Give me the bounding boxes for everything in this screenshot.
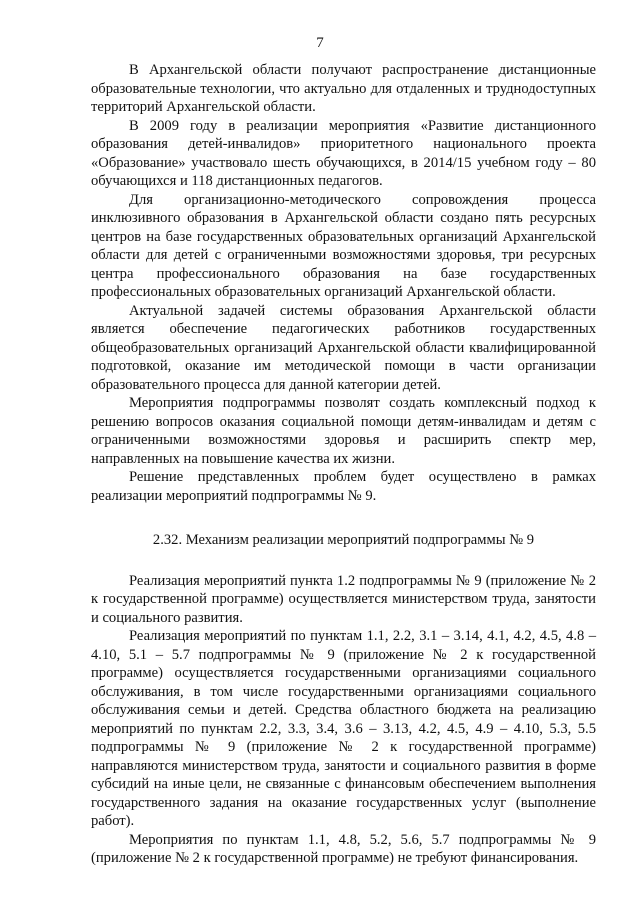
- paragraph-2009-project: В 2009 году в реализации мероприятия «Развитие дистанционного образования детей-инвалидов» приоритетного национального проекта «Образование» участвовало шесть обучающихся, в 2014/15 учебном году – 80 обучающихся и 118 дистанционных педагогов.: [91, 117, 596, 189]
- document-body: [91, 61, 596, 868]
- paragraph-resource-centers: Для организационно-методического сопровождения процесса инклюзивного образования в Архангельской области создано пять ресурсных центров на базе государственных образовательных организаций Архангельской области для детей с ограниченными возможностями здоровья, три ресурсных центра профессионального образования на базе государственных профессиональных образовательных организаций Архангельской области.: [91, 191, 596, 300]
- paragraph-implementation-items: Реализация мероприятий по пунктам 1.1, 2.2, 3.1 – 3.14, 4.1, 4.2, 4.5, 4.8 – 4.10, 5.1 – 5.7 подпрограммы № 9 (приложение № 2 к государственной программе) осуществляется государственными организациями социального обслуживания, в том числе государственными организациями социального обслуживания семьи и детей. Средства областного бюджета на реализацию мероприятий по пунктам 2.2, 3.3, 3.4, 3.6 – 3.13, 4.2, 4.5, 4.9 – 4.10, 5.3, 5.5 подпрограммы № 9 (приложение № 2 к государственной программе) направляются министерством труда, занятости и социального развития в форме субсидий на иные цели, не связанные с финансовым обеспечением выполнения государственного задания на оказание государственных услуг (выполнение работ).: [91, 628, 596, 829]
- section-heading: 2.32. Механизм реализации мероприятий подпрограммы № 9: [152, 532, 535, 548]
- paragraph-subprogram-measures: Мероприятия подпрограммы позволят создать комплексный подход к решению вопросов оказания социальной помощи детям-инвалидам и детям с ограниченными возможностями здоровья и расширить спектр мер, направленных на повышение качества их жизни.: [91, 395, 596, 467]
- paragraph-education-task: Актуальной задачей системы образования Архангельской области является обеспечение педагогических работников государственных общеобразовательных организаций Архангельской области квалифицированной подготовкой, оказание им методической помощи в части организации образовательного процесса для данной категории детей.: [91, 302, 596, 393]
- paragraph-no-funding: Мероприятия по пунктам 1.1, 4.8, 5.2, 5.6, 5.7 подпрограммы № 9 (приложение № 2 к государственной программе) не требуют финансирования.: [91, 831, 596, 866]
- paragraph-distance-technologies: В Архангельской области получают распространение дистанционные образовательные технологии, что актуально для отдаленных и труднодоступных территорий Архангельской области.: [91, 62, 596, 115]
- paragraph-problem-solution: Решение представленных проблем будет осуществлено в рамках реализации мероприятий подпрограммы № 9.: [91, 469, 596, 504]
- paragraph-item-1-2: Реализация мероприятий пункта 1.2 подпрограммы № 9 (приложение № 2 к государственной программе) осуществляется министерством труда, занятости и социального развития.: [91, 572, 596, 626]
- page-number: 7: [316, 35, 324, 51]
